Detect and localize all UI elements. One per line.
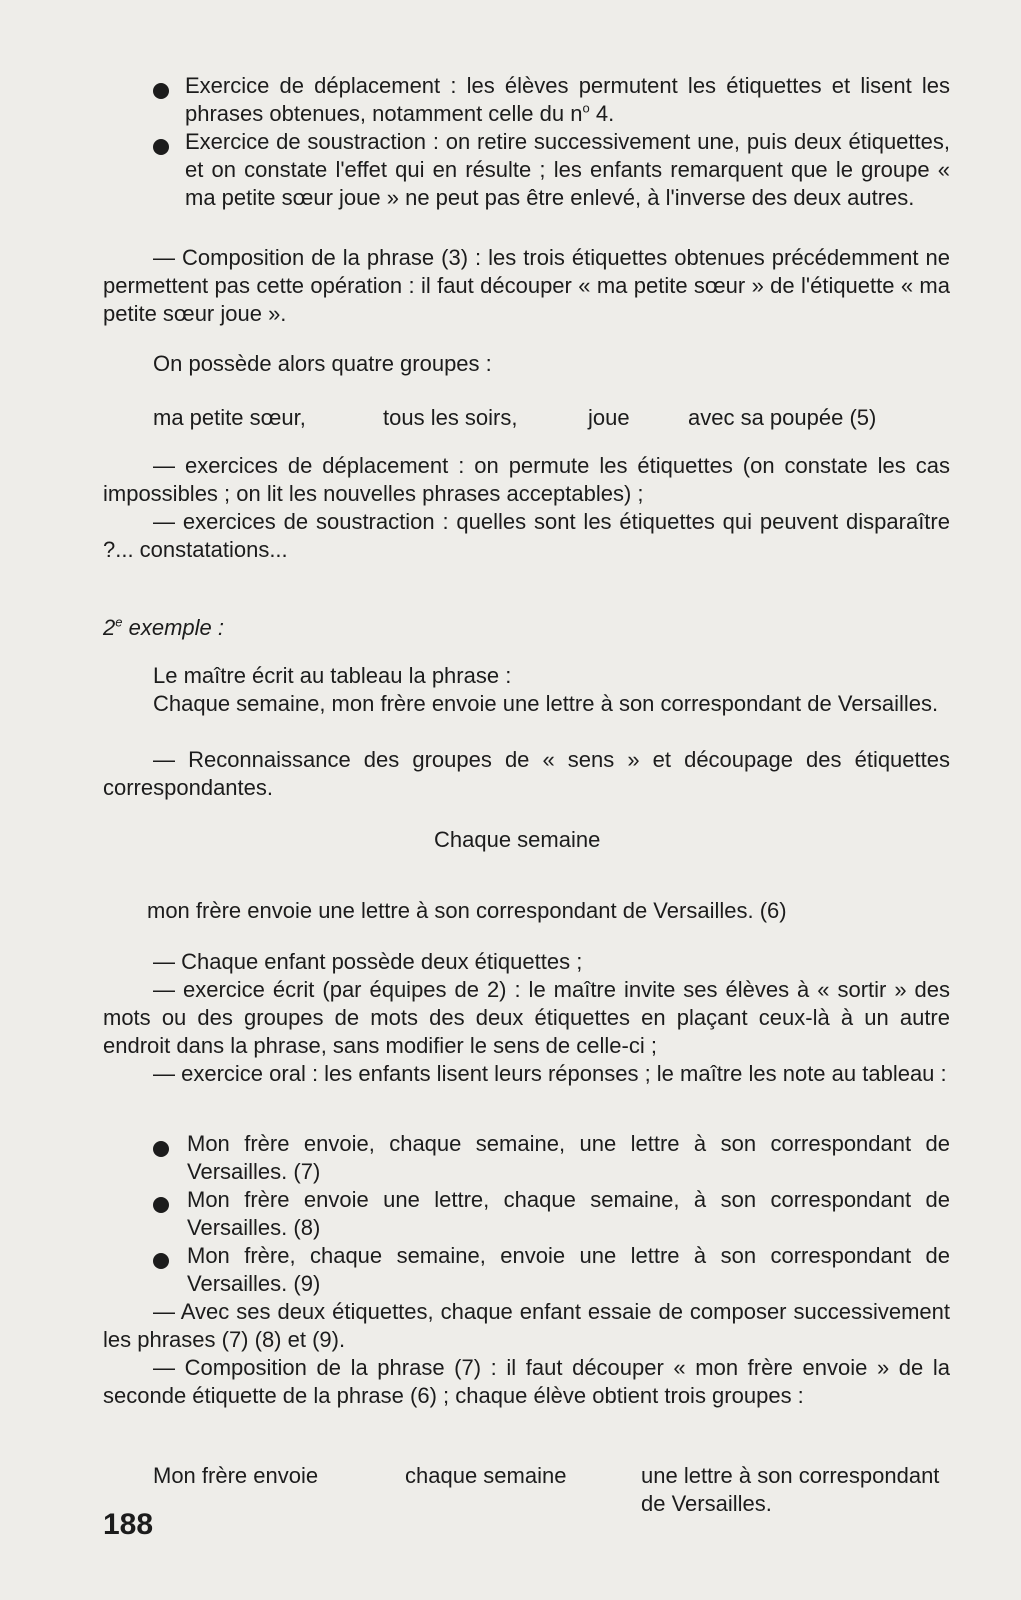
- label-sentence-6: mon frère envoie une lettre à son correspondant de Versailles. (6): [147, 898, 787, 923]
- paragraph: Le maître écrit au tableau la phrase :: [153, 663, 512, 688]
- paragraph: — exercice écrit (par équipes de 2) : le maître invite ses élèves à « sortir » des mots ou des groupes de mots des deux étiquettes en plaçant ceux-là à un autre endroit dans la phrase, sans modifier le sens de celle-ci ;: [103, 977, 950, 1058]
- paragraph: — Avec ses deux étiquettes, chaque enfant essaie de composer successivement les phrases (7) (8) et (9).: [103, 1299, 950, 1352]
- group-label: avec sa poupée (5): [688, 405, 877, 430]
- group-label: ma petite sœur,: [153, 405, 306, 430]
- bullet-icon: [153, 139, 169, 155]
- group-label: une lettre à son correspondant de Versailles.: [641, 1463, 940, 1516]
- bullet-item: Exercice de soustraction : on retire successivement une, puis deux étiquettes, et on constate l'effet qui en résulte ; les enfants remarquent que le groupe « ma petite sœur joue » ne peut pas être enlevé, à l'inverse des deux autres.: [185, 129, 950, 210]
- bullet-item: Exercice de déplacement : les élèves permutent les étiquettes et lisent les phrases obtenues, notamment celle du $n^o$ 4.: [185, 73, 950, 126]
- group-label: tous les soirs,: [383, 405, 518, 430]
- paragraph: — exercice oral : les enfants lisent leurs réponses ; le maître les note au tableau :: [153, 1061, 947, 1086]
- bullet-item: Mon frère envoie, chaque semaine, une lettre à son correspondant de Versailles. (7): [187, 1131, 950, 1184]
- bullet-icon: [153, 1141, 169, 1157]
- paragraph: — Composition de la phrase (3) : les trois étiquettes obtenues précédemment ne permettent pas cette opération : il faut découper « ma petite sœur » de l'étiquette « ma petite sœur joue ».: [103, 245, 950, 326]
- group-label: chaque semaine: [405, 1463, 567, 1488]
- paragraph: — exercices de déplacement : on permute les étiquettes (on constate les cas impossibles ; on lit les nouvelles phrases acceptables) ;: [103, 453, 950, 506]
- label-chaque-semaine: Chaque semaine: [434, 827, 601, 852]
- paragraph: — Composition de la phrase (7) : il faut découper « mon frère envoie » de la seconde étiquette de la phrase (6) ; chaque élève obtient trois groupes :: [103, 1355, 950, 1408]
- bullet-icon: [153, 1197, 169, 1213]
- bullet-item: Mon frère envoie une lettre, chaque semaine, à son correspondant de Versailles. (8): [187, 1187, 950, 1240]
- paragraph: — Chaque enfant possède deux étiquettes ;: [153, 949, 583, 974]
- group-label: joue: [588, 405, 630, 430]
- bullet-icon: [153, 83, 169, 99]
- paragraph: On possède alors quatre groupes :: [153, 351, 492, 376]
- paragraph: — Reconnaissance des groupes de « sens » et découpage des étiquettes correspondantes.: [103, 747, 950, 800]
- bullet-item: Mon frère, chaque semaine, envoie une lettre à son correspondant de Versailles. (9): [187, 1243, 950, 1296]
- example-sentence: Chaque semaine, mon frère envoie une lettre à son correspondant de Versailles.: [153, 691, 939, 716]
- section-heading: 2e exemple :: [103, 614, 224, 640]
- bullet-icon: [153, 1253, 169, 1269]
- paragraph: — exercices de soustraction : quelles sont les étiquettes qui peuvent disparaître ?... constatations...: [103, 509, 950, 562]
- page-number: 188: [103, 1508, 154, 1541]
- group-label: Mon frère envoie: [153, 1463, 319, 1488]
